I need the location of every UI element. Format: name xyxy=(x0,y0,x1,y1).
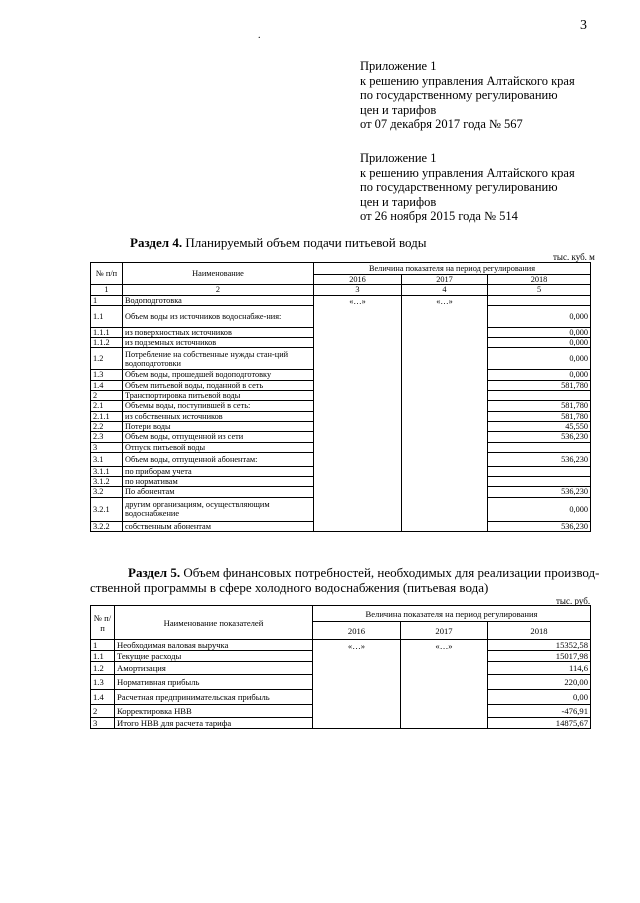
row-name: Объем воды, отпущенной абонентам: xyxy=(123,452,314,466)
section-4-title: Раздел 4. Планируемый объем подачи питьевой воды xyxy=(130,235,427,250)
appendix-line: по государственному регулированию xyxy=(360,180,558,194)
value-2018: 45,550 xyxy=(488,421,591,431)
value-2018: 581,780 xyxy=(488,380,591,390)
row-num: 2.1 xyxy=(91,401,123,411)
header-period: Величина показателя на период регулирования xyxy=(314,263,591,275)
row-num: 3.1 xyxy=(91,452,123,466)
colnum-3: 3 xyxy=(314,285,402,295)
row-name: Объемы воды, поступившей в сеть: xyxy=(123,401,314,411)
row-name: по приборам учета xyxy=(123,466,314,476)
row-name: Необходимая валовая выручка xyxy=(115,640,313,651)
value-2016: «…» xyxy=(313,640,401,729)
appendix-line: цен и тарифов xyxy=(360,102,437,117)
row-num: 1.1 xyxy=(91,305,123,327)
value-2018: 536,230 xyxy=(488,452,591,466)
row-name: из поверхностных источников xyxy=(123,327,314,337)
value-2018 xyxy=(488,391,591,401)
value-2018: 220,00 xyxy=(488,675,591,690)
appendix-line: Приложение 1 xyxy=(360,59,437,73)
value-2018 xyxy=(488,295,591,305)
colnum-1: 1 xyxy=(91,285,123,295)
colnum-4: 4 xyxy=(402,285,488,295)
appendix-header-1 xyxy=(360,59,575,132)
header-num: № п/п xyxy=(91,263,123,285)
value-2018: 0,000 xyxy=(488,305,591,327)
row-name: Объем питьевой воды, поданной в сеть xyxy=(123,380,314,390)
value-2018 xyxy=(488,477,591,487)
page-number: 3 xyxy=(580,18,587,33)
row-name: Объем воды, отпущенной из сети xyxy=(123,432,314,442)
row-name: собственным абонентам xyxy=(123,521,314,531)
row-name: Отпуск питьевой воды xyxy=(123,442,314,452)
row-num: 1.3 xyxy=(91,370,123,380)
header-num: № п/ п xyxy=(91,606,115,640)
value-2018 xyxy=(488,442,591,452)
value-2018: 0,000 xyxy=(488,370,591,380)
section-5-title-line2: ственной программы в сфере холодного водоснабжения (питьевая вода) xyxy=(90,580,489,595)
value-2018: 14875,67 xyxy=(488,718,591,729)
row-name: Итого НВВ для расчета тарифа xyxy=(115,718,313,729)
value-2018: 536,230 xyxy=(488,521,591,531)
row-name: Объем воды из источников водоснабже-ния: xyxy=(123,305,314,327)
row-num: 2 xyxy=(91,391,123,401)
header-name: Наименование показателей xyxy=(115,606,313,640)
row-num: 3 xyxy=(91,442,123,452)
value-2017: «…» xyxy=(402,295,488,531)
header-2016: 2016 xyxy=(313,622,401,640)
row-num: 1 xyxy=(91,640,115,651)
section-5-unit: тыс. руб. xyxy=(556,596,591,606)
value-2018 xyxy=(488,466,591,476)
appendix-line: к решению управления Алтайского края xyxy=(360,165,575,180)
value-2018: -476,91 xyxy=(488,705,591,718)
row-name: Нормативная прибыль xyxy=(115,675,313,690)
value-2018: 581,780 xyxy=(488,411,591,421)
row-name: По абонентам xyxy=(123,487,314,497)
row-name: Корректировка НВВ xyxy=(115,705,313,718)
header-2018: 2018 xyxy=(488,275,591,285)
row-num: 3.2.2 xyxy=(91,521,123,531)
row-num: 1 xyxy=(91,295,123,305)
section-5-title: Раздел 5. Объем финансовых потребностей, необходимых для реализации производ- xyxy=(128,565,600,580)
row-num: 1.3 xyxy=(91,675,115,690)
appendix-line: цен и тарифов xyxy=(360,194,437,209)
row-num: 3.1.2 xyxy=(91,477,123,487)
row-name: Расчетная предпринимательская прибыль xyxy=(115,690,313,705)
row-num: 2 xyxy=(91,705,115,718)
row-num: 1.2 xyxy=(91,348,123,370)
row-name: из подземных источников xyxy=(123,338,314,348)
header-2018: 2018 xyxy=(488,622,591,640)
row-num: 2.3 xyxy=(91,432,123,442)
row-name: Объем воды, прошедшей водоподготовку xyxy=(123,370,314,380)
row-num: 1.4 xyxy=(91,690,115,705)
row-num: 1.1 xyxy=(91,651,115,662)
value-2018: 0,00 xyxy=(488,690,591,705)
row-num: 3 xyxy=(91,718,115,729)
section-4-unit: тыс. куб. м xyxy=(553,252,595,262)
value-2016: «…» xyxy=(314,295,402,531)
row-num: 3.1.1 xyxy=(91,466,123,476)
row-num: 2.1.1 xyxy=(91,411,123,421)
appendix-line: к решению управления Алтайского края xyxy=(360,73,575,88)
value-2018: 15017,98 xyxy=(488,651,591,662)
row-name: Амортизация xyxy=(115,662,313,675)
header-2017: 2017 xyxy=(401,622,488,640)
row-name: Транспортировка питьевой воды xyxy=(123,391,314,401)
row-name: Текущие расходы xyxy=(115,651,313,662)
row-num: 3.2.1 xyxy=(91,497,123,521)
appendix-line: от 26 ноября 2015 года № 514 xyxy=(360,209,518,223)
section-5-table xyxy=(90,605,591,729)
header-name: Наименование xyxy=(123,263,314,285)
row-name: из собственных источников xyxy=(123,411,314,421)
row-name: по нормативам xyxy=(123,477,314,487)
appendix-line: по государственному регулированию xyxy=(360,88,558,102)
header-period: Величина показателя на период регулирования xyxy=(313,606,591,622)
header-2017: 2017 xyxy=(402,275,488,285)
row-name: Потребление на собственные нужды стан-ций водоподготовки xyxy=(123,348,314,370)
colnum-5: 5 xyxy=(488,285,591,295)
value-2018: 0,000 xyxy=(488,348,591,370)
value-2018: 0,000 xyxy=(488,338,591,348)
row-num: 2.2 xyxy=(91,421,123,431)
value-2018: 581,780 xyxy=(488,401,591,411)
value-2018: 15352,58 xyxy=(488,640,591,651)
value-2018: 114,6 xyxy=(488,662,591,675)
row-name: Водоподготовка xyxy=(123,295,314,305)
value-2018: 0,000 xyxy=(488,327,591,337)
appendix-line: Приложение 1 xyxy=(360,151,437,165)
row-num: 1.1.1 xyxy=(91,327,123,337)
row-name: Потери воды xyxy=(123,421,314,431)
row-name: другим организациям, осуществляющим водоснабжение xyxy=(123,497,314,521)
header-2016: 2016 xyxy=(314,275,402,285)
table-row xyxy=(91,295,591,305)
colnum-2: 2 xyxy=(123,285,314,295)
row-num: 1.2 xyxy=(91,662,115,675)
stray-mark: . xyxy=(258,30,261,41)
value-2018: 536,230 xyxy=(488,487,591,497)
section-4-table xyxy=(90,262,591,532)
appendix-line: от 07 декабря 2017 года № 567 xyxy=(360,117,523,131)
value-2018: 536,230 xyxy=(488,432,591,442)
value-2018: 0,000 xyxy=(488,497,591,521)
row-num: 1.4 xyxy=(91,380,123,390)
row-num: 1.1.2 xyxy=(91,338,123,348)
table-row xyxy=(91,640,591,651)
value-2017: «…» xyxy=(401,640,488,729)
row-num: 3.2 xyxy=(91,487,123,497)
appendix-header-2 xyxy=(360,151,575,224)
